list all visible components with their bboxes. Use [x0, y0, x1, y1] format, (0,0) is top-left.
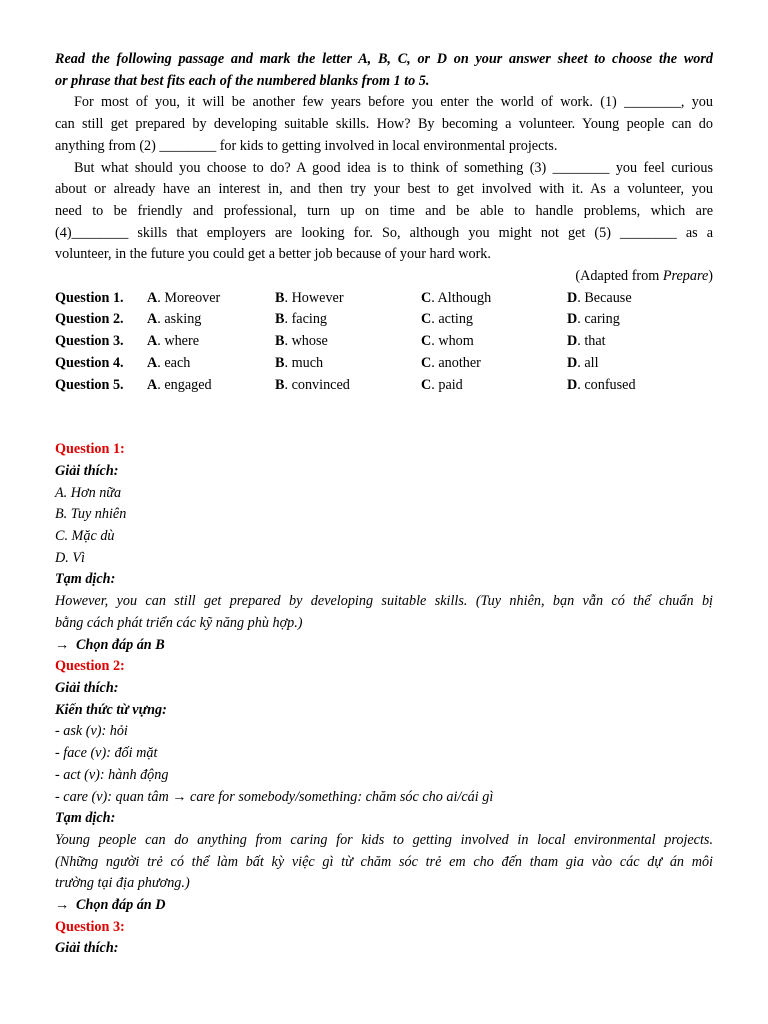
- vocab-item: - care (v): quan tâm → care for somebody/something: chăm sóc cho ai/cái gì: [55, 788, 494, 805]
- arrow-right-icon: →: [55, 897, 70, 914]
- translation-line: However, you can still get prepared by developing suitable skills. (Tuy nhiên, bạn vẫn có thể chuẩn bị: [55, 593, 713, 610]
- question-label: Question 3.: [55, 333, 124, 350]
- passage-source: [55, 266, 713, 288]
- option-c: C. another: [421, 354, 481, 371]
- source-title: Prepare: [662, 268, 709, 285]
- arrow-right-icon: →: [172, 788, 187, 805]
- option-b: B. whose: [275, 333, 328, 350]
- option-a: A. Moreover: [147, 289, 221, 306]
- vocab-item: - act (v): hành động: [55, 766, 169, 783]
- source-suffix: ): [708, 268, 713, 285]
- question-row: [55, 375, 713, 397]
- explanation-item: A. Hơn nữa: [55, 484, 122, 501]
- option-b: B. much: [275, 354, 324, 371]
- answer-text: Chọn đáp án D: [76, 897, 166, 914]
- passage-p1-line-1: For most of you, it will be another few years before you enter the world of work. (1) ________, you: [74, 94, 713, 111]
- option-c: C. acting: [421, 311, 474, 328]
- passage-p2-line-4: (4)________ skills that employers are looking for. So, although you might not get (5) ________ as a: [55, 224, 713, 241]
- explanation-heading: Giải thích:: [55, 462, 119, 479]
- passage-p2-line-1: But what should you choose to do? A good idea is to think of something (3) ________ you feel curious: [74, 159, 713, 176]
- translation-line: (Những người trẻ có thể làm bất kỳ việc gì từ chăm sóc trẻ em cho đến tham gia vào các dự án môi: [55, 853, 713, 870]
- option-d: D. Because: [567, 289, 632, 306]
- passage-p1-line-3: anything from (2) ________ for kids to getting involved in local environmental projects.: [55, 137, 558, 154]
- instruction-line-2: or phrase that best fits each of the numbered blanks from 1 to 5.: [55, 72, 430, 89]
- vocab-heading: Kiến thức từ vựng:: [55, 701, 167, 718]
- explanation-item: B. Tuy nhiên: [55, 506, 127, 523]
- passage-p1-line-2: can still get prepared by developing suitable skills. How? By becoming a volunteer. Young people can do: [55, 116, 713, 133]
- explanation-heading: Giải thích:: [55, 679, 119, 696]
- question-label: Question 4.: [55, 354, 124, 371]
- option-d: D. all: [567, 354, 599, 371]
- option-d: D. confused: [567, 376, 636, 393]
- option-c: C. whom: [421, 333, 474, 350]
- option-b: B. However: [275, 289, 344, 306]
- question-row: [55, 331, 713, 353]
- option-a: A. where: [147, 333, 200, 350]
- question-label: Question 2.: [55, 311, 124, 328]
- question-row: [55, 288, 713, 310]
- question-label: Question 5.: [55, 376, 124, 393]
- explanation-item: D. Vì: [55, 549, 85, 566]
- translation-heading: Tạm dịch:: [55, 571, 116, 588]
- explanation-q3-title: Question 3:: [55, 918, 125, 935]
- option-b: B. convinced: [275, 376, 350, 393]
- translation-line: Young people can do anything from caring for kids to getting involved in local environmental projects.: [55, 831, 713, 848]
- option-c: C. Although: [421, 289, 492, 306]
- instruction-line-1: Read the following passage and mark the letter A, B, C, or D on your answer sheet to choose the word: [55, 51, 713, 67]
- translation-heading: Tạm dịch:: [55, 810, 116, 827]
- answer-text: Chọn đáp án B: [76, 636, 165, 653]
- explanation-q1-title: Question 1:: [55, 441, 125, 458]
- option-d: D. caring: [567, 311, 620, 328]
- translation-line: bằng cách phát triển các kỹ năng phù hợp.): [55, 614, 303, 631]
- vocab-item: - ask (v): hỏi: [55, 723, 128, 740]
- answer-line: [55, 635, 713, 657]
- explanation-heading: Giải thích:: [55, 940, 119, 957]
- option-d: D. that: [567, 333, 606, 350]
- passage-p2-line-2: about or already have an interest in, and then try your best to get involved with it. As a volunteer, you: [55, 181, 713, 198]
- option-a: A. engaged: [147, 376, 212, 393]
- answer-line: [55, 895, 713, 917]
- option-b: B. facing: [275, 311, 328, 328]
- option-a: A. each: [147, 354, 191, 371]
- translation-line: trường tại địa phương.): [55, 875, 190, 892]
- passage-p2-line-5: volunteer, in the future you could get a better job because of your hard work.: [55, 246, 491, 263]
- arrow-right-icon: →: [55, 636, 70, 653]
- vocab-item: - face (v): đối mặt: [55, 745, 158, 762]
- document-page: [55, 49, 713, 960]
- question-table: [55, 288, 713, 397]
- source-prefix: (Adapted from: [575, 268, 663, 285]
- question-row: [55, 353, 713, 375]
- question-row: [55, 309, 713, 331]
- explanation-item: C. Mặc dù: [55, 528, 115, 545]
- option-c: C. paid: [421, 376, 463, 393]
- question-label: Question 1.: [55, 289, 124, 306]
- explanation-q2-title: Question 2:: [55, 658, 125, 675]
- option-a: A. asking: [147, 311, 202, 328]
- section-spacer: [55, 396, 713, 439]
- passage-p2-line-3: need to be friendly and professional, turn up on time and be able to handle problems, which are: [55, 202, 713, 219]
